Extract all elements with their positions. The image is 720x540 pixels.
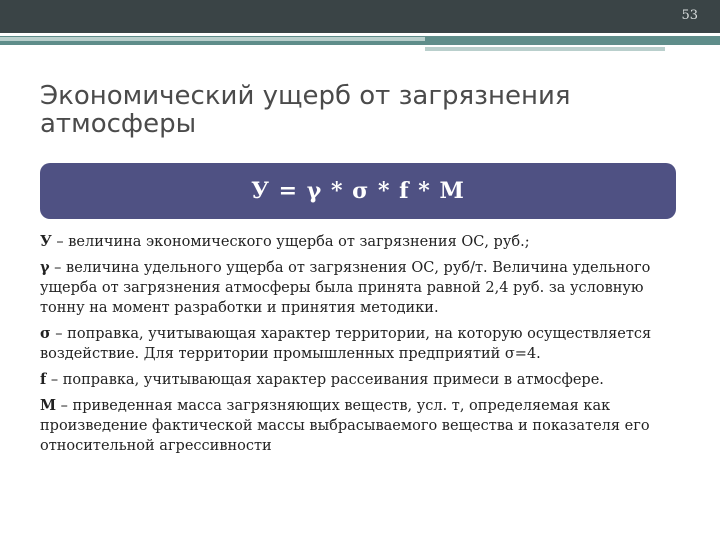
definition-item-mass: [40, 396, 690, 456]
definition-text: – величина экономического ущерба от загрязнения ОС, руб.;: [51, 234, 530, 250]
slide-number: 53: [681, 8, 698, 23]
definition-item-damage: [40, 232, 690, 252]
definition-symbol: У: [40, 233, 52, 250]
definition-item-sigma: [40, 324, 690, 364]
definition-text: – величина удельного ущерба от загрязнения ОС, руб/т. Величина удельного ущерба от загрязнения атмосферы была принята равной 2,4 руб. за условную тонну на момент разработки и принятия методики.: [40, 260, 651, 316]
definitions-list: [40, 232, 690, 462]
formula-text: У = γ * σ * f * М: [251, 178, 465, 204]
definition-text: – поправка, учитывающая характер рассеивания примеси в атмосфере.: [46, 372, 604, 388]
accent-stripe-light-left: [0, 37, 425, 41]
definition-item-f: [40, 370, 690, 390]
definition-symbol: σ: [40, 325, 51, 342]
accent-stripe-light-right: [425, 47, 665, 51]
definition-item-gamma: [40, 258, 690, 318]
definition-symbol: М: [40, 397, 57, 414]
definition-text: – приведенная масса загрязняющих веществ, усл. т, определяемая как произведение фактической массы выбрасываемого вещества и показателя его относительной агрессивности: [40, 398, 650, 454]
definition-symbol: γ: [40, 259, 50, 276]
slide-title: Экономический ущерб от загрязнения атмосферы: [40, 81, 571, 139]
header-bar: [0, 0, 720, 33]
formula-box: [40, 163, 676, 219]
definition-text: – поправка, учитывающая характер территории, на которую осуществляется воздействие. Для территории промышленных предприятий σ=4.: [40, 326, 652, 362]
definition-symbol: f: [40, 371, 47, 388]
